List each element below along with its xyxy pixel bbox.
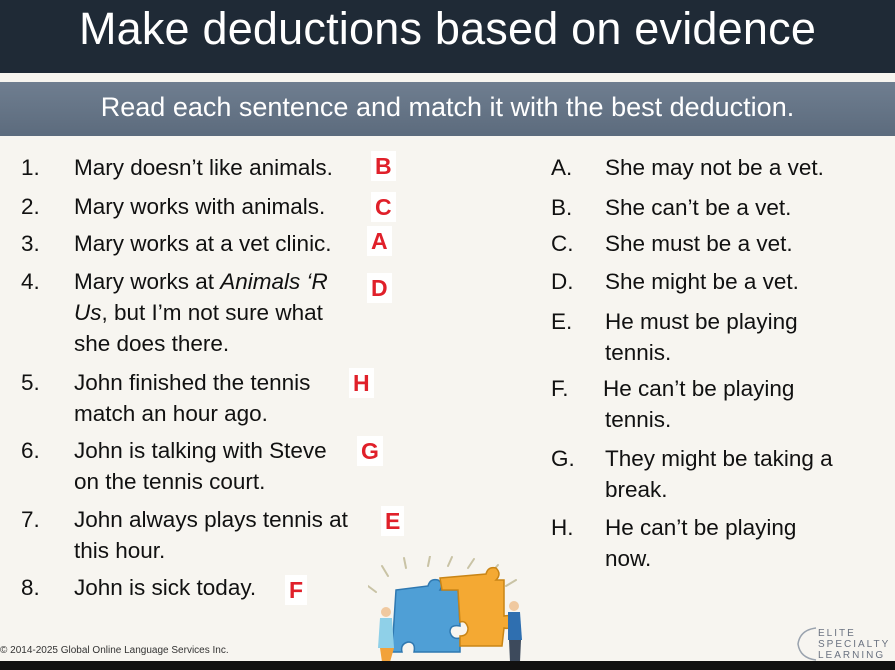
sentence-text: Mary doesn’t like animals. — [74, 155, 333, 180]
sentence-text: match an hour ago. — [74, 401, 268, 426]
deduction-letter: H. — [551, 515, 574, 540]
sentence-number: 5. — [21, 370, 40, 395]
sentence-number: 3. — [21, 231, 40, 256]
deduction-text: now. — [605, 546, 652, 571]
sentence-text: , but I’m not sure what — [101, 300, 323, 325]
deduction-a — [551, 153, 881, 183]
deduction-h — [551, 513, 881, 575]
deduction-text: They might be taking a — [605, 446, 833, 471]
sentence-number: 8. — [21, 575, 40, 600]
slide-title: Make deductions based on evidence — [78, 3, 817, 54]
deduction-e — [551, 307, 881, 369]
deduction-letter: E. — [551, 309, 573, 334]
sentence-text: she does there. — [74, 331, 230, 356]
sentence-number: 6. — [21, 438, 40, 463]
sentence-text: John is talking with Steve — [74, 438, 327, 463]
sentence-7 — [21, 505, 381, 567]
sentence-2 — [21, 192, 381, 222]
sentence-text: John is sick today. — [74, 575, 257, 600]
sentence-number: 4. — [21, 269, 40, 294]
sentence-text: John always plays tennis at — [74, 507, 348, 532]
deduction-letter: C. — [551, 231, 574, 256]
deduction-f — [551, 374, 881, 436]
deduction-text: She might be a vet. — [605, 269, 799, 294]
deduction-text: He can’t be playing — [603, 376, 795, 401]
logo-line-1: ELITE — [818, 628, 856, 639]
deduction-g — [551, 444, 881, 506]
logo-line-3: LEARNING — [818, 650, 886, 661]
copyright-footer: © 2014-2025 Global Online Language Services Inc. — [0, 645, 229, 656]
sentence-6 — [21, 436, 381, 498]
slide-subtitle: Read each sentence and match it with the best deduction. — [100, 92, 795, 122]
sentence-text: John finished the tennis — [74, 370, 311, 395]
answer-1: B — [371, 151, 396, 181]
bottom-strip — [0, 661, 895, 670]
sentence-number: 7. — [21, 507, 40, 532]
deduction-text: He can’t be playing — [605, 515, 797, 540]
answer-5: H — [349, 368, 374, 398]
sentence-8 — [21, 573, 321, 603]
sentence-number: 2. — [21, 194, 40, 219]
sentence-text: on the tennis court. — [74, 469, 266, 494]
answer-4: D — [367, 273, 392, 303]
deduction-letter: D. — [551, 269, 574, 294]
deduction-text: He must be playing — [605, 309, 798, 334]
deduction-text: She can’t be a vet. — [605, 195, 792, 220]
sentence-1 — [21, 153, 381, 183]
answer-2: C — [371, 192, 396, 222]
answer-7: E — [381, 506, 404, 536]
deduction-d — [551, 267, 881, 297]
deduction-b — [551, 193, 881, 223]
deduction-letter: B. — [551, 195, 573, 220]
deduction-text: break. — [605, 477, 668, 502]
answer-8: F — [285, 575, 307, 605]
sentence-text-italic: Animals ‘R — [220, 269, 328, 294]
subtitle-bar — [0, 82, 895, 136]
sentence-text-italic: Us — [74, 300, 102, 325]
logo-line-2: SPECIALTY — [818, 639, 891, 650]
sentence-line — [74, 267, 328, 297]
deduction-text: She must be a vet. — [605, 231, 793, 256]
title-bar — [0, 0, 895, 73]
sentence-text: Mary works at a vet clinic. — [74, 231, 332, 256]
answer-6: G — [357, 436, 383, 466]
deduction-c — [551, 229, 881, 259]
answer-3: A — [367, 226, 392, 256]
sentence-4 — [21, 267, 381, 359]
deduction-letter: G. — [551, 446, 575, 471]
puzzle-pieces-icon — [368, 556, 528, 664]
deduction-text: She may not be a vet. — [605, 155, 824, 180]
sentence-text: Mary works at — [74, 269, 221, 294]
sentence-text: Mary works with animals. — [74, 194, 326, 219]
sentence-5 — [21, 368, 381, 430]
deduction-text: tennis. — [605, 407, 672, 432]
sentence-3 — [21, 229, 381, 259]
deduction-letter: F. — [551, 376, 569, 401]
sentence-number: 1. — [21, 155, 40, 180]
deduction-text: tennis. — [605, 340, 672, 365]
sentence-line — [74, 298, 323, 328]
deduction-letter: A. — [551, 155, 573, 180]
sentence-text: this hour. — [74, 538, 166, 563]
